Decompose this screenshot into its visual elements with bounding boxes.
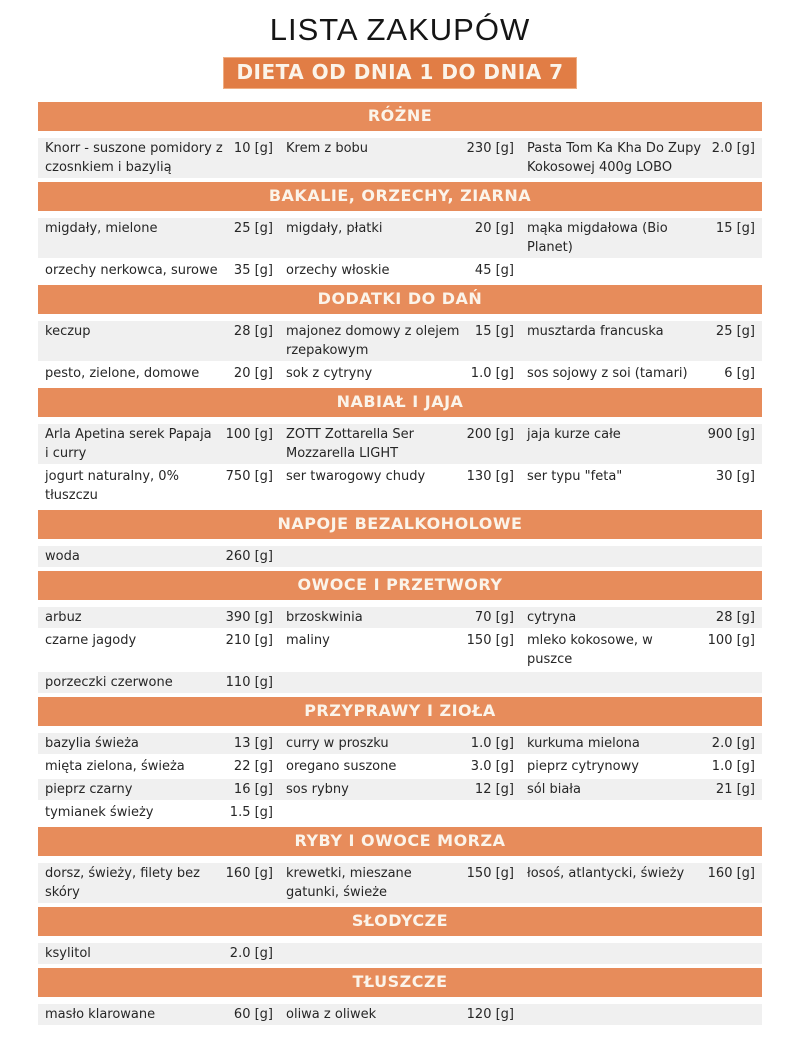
item-quantity: 20 [g] <box>474 221 514 236</box>
item-quantity: 15 [g] <box>474 324 514 339</box>
item-name: majonez domowy z olejem rzepakowym <box>286 324 460 358</box>
item-name: ksylitol <box>45 946 91 961</box>
item-cell <box>45 424 273 464</box>
item-cell <box>527 863 755 903</box>
item-name: woda <box>45 549 80 564</box>
empty-cell <box>527 260 755 281</box>
item-quantity: 1.0 [g] <box>470 366 514 381</box>
item-row <box>38 546 762 567</box>
item-quantity: 100 [g] <box>225 427 273 442</box>
empty-cell <box>527 943 755 964</box>
item-quantity: 15 [g] <box>715 221 755 236</box>
item-row <box>38 424 762 464</box>
item-cell <box>286 363 514 384</box>
item-cell <box>45 802 273 823</box>
item-quantity: 130 [g] <box>466 469 514 484</box>
section-header: OWOCE I PRZETWORY <box>38 571 762 600</box>
item-cell <box>45 779 273 800</box>
item-cell <box>45 1004 273 1025</box>
item-quantity: 28 [g] <box>715 610 755 625</box>
item-cell <box>45 943 273 964</box>
empty-cell <box>527 672 755 693</box>
item-row <box>38 863 762 903</box>
item-quantity: 390 [g] <box>225 610 273 625</box>
item-quantity: 120 [g] <box>466 1007 514 1022</box>
item-quantity: 21 [g] <box>715 782 755 797</box>
item-row <box>38 756 762 777</box>
item-cell <box>286 424 514 464</box>
item-cell <box>45 672 273 693</box>
item-cell <box>286 466 514 506</box>
item-name: ser twarogowy chudy <box>286 469 426 484</box>
item-name: migdały, mielone <box>45 221 158 236</box>
item-name: tymianek świeży <box>45 805 154 820</box>
item-quantity: 200 [g] <box>466 427 514 442</box>
item-cell <box>45 863 273 903</box>
item-quantity: 35 [g] <box>233 263 273 278</box>
item-name: mleko kokosowe, w puszce <box>527 633 653 667</box>
item-quantity: 750 [g] <box>225 469 273 484</box>
section-header: BAKALIE, ORZECHY, ZIARNA <box>38 182 762 211</box>
item-cell <box>286 218 514 258</box>
item-quantity: 1.5 [g] <box>229 805 273 820</box>
item-quantity: 160 [g] <box>707 866 755 881</box>
item-cell <box>527 630 755 670</box>
section-header: NAPOJE BEZALKOHOLOWE <box>38 510 762 539</box>
item-quantity: 25 [g] <box>715 324 755 339</box>
item-cell <box>45 138 273 178</box>
item-name: Arla Apetina serek Papaja i curry <box>45 427 212 461</box>
item-name: mąka migdałowa (Bio Planet) <box>527 221 668 255</box>
item-quantity: 70 [g] <box>474 610 514 625</box>
item-cell <box>45 260 273 281</box>
item-row <box>38 363 762 384</box>
item-name: migdały, płatki <box>286 221 383 236</box>
item-quantity: 110 [g] <box>225 675 273 690</box>
item-name: pieprz cytrynowy <box>527 759 639 774</box>
item-cell <box>527 607 755 628</box>
item-quantity: 900 [g] <box>707 427 755 442</box>
item-cell <box>527 733 755 754</box>
item-name: Knorr - suszone pomidory z czosnkiem i bazylią <box>45 141 223 175</box>
item-cell <box>286 756 514 777</box>
item-row <box>38 218 762 258</box>
item-quantity: 60 [g] <box>233 1007 273 1022</box>
item-cell <box>45 630 273 670</box>
item-row <box>38 138 762 178</box>
item-cell <box>286 1004 514 1025</box>
item-name: sok z cytryny <box>286 366 373 381</box>
item-cell <box>45 756 273 777</box>
item-name: pesto, zielone, domowe <box>45 366 200 381</box>
item-name: orzechy nerkowca, surowe <box>45 263 218 278</box>
item-quantity: 25 [g] <box>233 221 273 236</box>
item-name: musztarda francuska <box>527 324 664 339</box>
sections <box>38 102 762 1025</box>
item-cell <box>45 218 273 258</box>
item-name: łosoś, atlantycki, świeży <box>527 866 685 881</box>
item-cell <box>527 466 755 506</box>
item-name: oliwa z oliwek <box>286 1007 377 1022</box>
page-title: LISTA ZAKUPÓW <box>269 12 531 47</box>
empty-cell <box>286 802 514 823</box>
diet-range-badge-wrap <box>0 57 800 89</box>
item-cell <box>286 779 514 800</box>
item-name: masło klarowane <box>45 1007 156 1022</box>
section-header: RYBY I OWOCE MORZA <box>38 827 762 856</box>
section-header: RÓŻNE <box>38 102 762 131</box>
item-name: Pasta Tom Ka Kha Do Zupy Kokosowej 400g LOBO <box>527 141 702 175</box>
item-row <box>38 607 762 628</box>
item-name: krewetki, mieszane gatunki, świeże <box>286 866 412 900</box>
item-cell <box>527 138 755 178</box>
item-name: porzeczki czerwone <box>45 675 173 690</box>
item-name: bazylia świeża <box>45 736 139 751</box>
item-cell <box>286 733 514 754</box>
item-quantity: 100 [g] <box>707 633 755 648</box>
empty-cell <box>527 1004 755 1025</box>
item-name: curry w proszku <box>286 736 389 751</box>
item-quantity: 160 [g] <box>225 866 273 881</box>
empty-cell <box>527 546 755 567</box>
item-quantity: 150 [g] <box>466 866 514 881</box>
item-cell <box>45 321 273 361</box>
item-name: kurkuma mielona <box>527 736 640 751</box>
item-quantity: 3.0 [g] <box>470 759 514 774</box>
empty-cell <box>286 546 514 567</box>
item-quantity: 150 [g] <box>466 633 514 648</box>
item-name: sos sojowy z soi (tamari) <box>527 366 688 381</box>
item-cell <box>286 863 514 903</box>
item-quantity: 30 [g] <box>715 469 755 484</box>
item-row <box>38 943 762 964</box>
item-quantity: 20 [g] <box>233 366 273 381</box>
item-quantity: 6 [g] <box>724 366 755 381</box>
item-name: mięta zielona, świeża <box>45 759 185 774</box>
item-row <box>38 733 762 754</box>
item-quantity: 2.0 [g] <box>229 946 273 961</box>
item-quantity: 210 [g] <box>225 633 273 648</box>
item-name: orzechy włoskie <box>286 263 390 278</box>
item-cell <box>527 779 755 800</box>
section-header: TŁUSZCZE <box>38 968 762 997</box>
item-row <box>38 321 762 361</box>
section-header: DODATKI DO DAŃ <box>38 285 762 314</box>
item-cell <box>286 138 514 178</box>
empty-cell <box>286 672 514 693</box>
item-cell <box>286 607 514 628</box>
item-name: jogurt naturalny, 0% tłuszczu <box>45 469 179 503</box>
item-row <box>38 466 762 506</box>
section-header: PRZYPRAWY I ZIOŁA <box>38 697 762 726</box>
item-quantity: 16 [g] <box>233 782 273 797</box>
item-name: ser typu "feta" <box>527 469 623 484</box>
item-name: cytryna <box>527 610 577 625</box>
item-name: jaja kurze całe <box>527 427 621 442</box>
item-quantity: 260 [g] <box>225 549 273 564</box>
item-quantity: 28 [g] <box>233 324 273 339</box>
item-name: Krem z bobu <box>286 141 369 156</box>
item-quantity: 1.0 [g] <box>711 759 755 774</box>
item-cell <box>527 321 755 361</box>
item-cell <box>45 363 273 384</box>
section-header: SŁODYCZE <box>38 907 762 936</box>
item-quantity: 2.0 [g] <box>711 141 755 156</box>
item-cell <box>45 546 273 567</box>
item-quantity: 230 [g] <box>466 141 514 156</box>
item-name: dorsz, świeży, filety bez skóry <box>45 866 201 900</box>
section-header: NABIAŁ I JAJA <box>38 388 762 417</box>
item-row <box>38 1004 762 1025</box>
empty-cell <box>527 802 755 823</box>
item-cell <box>45 733 273 754</box>
item-cell <box>527 363 755 384</box>
item-name: sól biała <box>527 782 581 797</box>
item-cell <box>286 260 514 281</box>
item-name: maliny <box>286 633 330 648</box>
item-name: ZOTT Zottarella Ser Mozzarella LIGHT <box>286 427 414 461</box>
item-cell <box>286 630 514 670</box>
item-quantity: 1.0 [g] <box>470 736 514 751</box>
item-cell <box>45 607 273 628</box>
item-quantity: 45 [g] <box>474 263 514 278</box>
item-cell <box>45 466 273 506</box>
item-row <box>38 779 762 800</box>
item-quantity: 12 [g] <box>474 782 514 797</box>
item-name: sos rybny <box>286 782 349 797</box>
item-name: czarne jagody <box>45 633 137 648</box>
item-name: pieprz czarny <box>45 782 133 797</box>
item-row <box>38 802 762 823</box>
item-name: arbuz <box>45 610 82 625</box>
item-cell <box>527 424 755 464</box>
item-cell <box>286 321 514 361</box>
item-name: brzoskwinia <box>286 610 363 625</box>
item-row <box>38 672 762 693</box>
item-quantity: 10 [g] <box>233 141 273 156</box>
item-row <box>38 260 762 281</box>
item-quantity: 13 [g] <box>233 736 273 751</box>
item-name: oregano suszone <box>286 759 397 774</box>
item-name: keczup <box>45 324 91 339</box>
diet-range-badge: DIETA OD DNIA 1 DO DNIA 7 <box>223 57 576 89</box>
item-row <box>38 630 762 670</box>
item-cell <box>527 218 755 258</box>
item-quantity: 2.0 [g] <box>711 736 755 751</box>
empty-cell <box>286 943 514 964</box>
item-quantity: 22 [g] <box>233 759 273 774</box>
item-cell <box>527 756 755 777</box>
